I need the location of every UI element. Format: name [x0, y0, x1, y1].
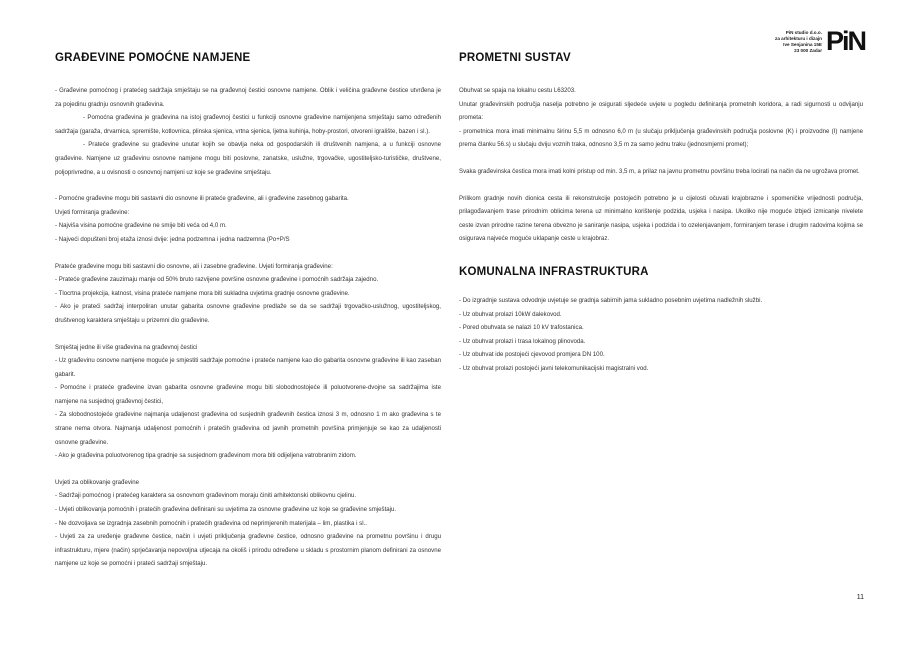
section-title-promet: PROMETNI SUSTAV [459, 52, 571, 64]
list-item: - Uz obuhvat prolazi 10kW dalekovod. [459, 310, 562, 318]
paragraph: - Najviša visina pomoćne građevine ne smije biti veća od 4,0 m. [55, 222, 227, 230]
paragraph: Obuhvat se spaja na lokalnu cestu L63203. [459, 87, 576, 94]
paragraph: - Građevine pomoćnog i pratećeg sadržaja smještaju se na građevnoj čestici osnovne namjene. Oblik i veličina građevne čestice utvrđena je za pojedinu gradnju osnovnih građevina. [55, 87, 441, 108]
paragraph: - Ako je prateći sadržaj interpoliran unutar gabarita osnovne građevine predlaže se da se sadržaji trgovačko-uslužnog, ugostiteljskog, društvenog karaktera smještaju u prizemni dio građevine. [55, 303, 441, 324]
paragraph: Unutar građevinskih područja naselja potrebno je osigurati sljedeće uvjete u pogledu definiranja prometnih koridora, a radi sigurnosti u odvijanju prometa: [459, 100, 863, 122]
pin-logo-mark: PiN [825, 26, 865, 56]
company-line: 23 000 Zadar [794, 48, 822, 53]
company-line: Ive Senjanina 15E [783, 42, 822, 47]
paragraph: Smještaj jedne ili više građevina na građevnoj čestici [55, 343, 198, 351]
paragraph: - Pomoćne građevine mogu biti sastavni dio osnovne ili prateće građevine, ali i građevine zasebnog gabarita. [55, 195, 349, 203]
list-item: - Do izgradnje sustava odvodnje uvjetuje se gradnja sabirnih jama sukladno posebnim uvjetima nadležnih službi. [459, 296, 763, 304]
company-line: za arhitekturu i dizajn [775, 36, 822, 41]
company-logo [775, 26, 865, 56]
paragraph: - Ako je građevina poluotvorenog tipa gradnje sa susjednom građevinom mora biti odijeljena vatrobranim zidom. [55, 452, 357, 460]
list-item: - Pored obuhvata se nalazi 10 kV trafostanica. [459, 324, 584, 332]
page-number: 11 [856, 594, 864, 601]
paragraph: - Pomoćna građevina je građevina na istoj građevnoj čestici u funkciji osnovne građevine namijenjena smještaju samo određenih sadržaja (garaža, drvarnica, spremište, kotlovnica, plinska sjenica, vrtna sjenica, ljetna kuhinja, hoby-prostori, otvoreni igralište, bazen i sl.). [55, 114, 441, 135]
paragraph: - Prateće građevine su građevine unutar kojih se obavlja neka od gospodarskih ili društvenih namjena, a u funkciji osnovne građevine. Namjene uz građevinu osnovne namjene mogu biti poslovne, zanatske, uslužne, trgovačke, ugostiteljsko-turističke, društvene, poljoprivredne, a u ovisnosti o osnovnoj namjeni uz koje se građevine smještaju. [55, 141, 441, 176]
paragraph: Prilikom gradnje novih dionica cesta ili rekonstrukcije postojećih potrebno je u cijelosti očuvati krajobrazne i spomeničke vrijednosti područja, prilagođavanjem trase prirodnim oblicima terena uz minimalno korištenje podzida, usjeka i nasipa. Ukoliko nije moguće izbjeći izmicanje nivelete ceste izvan prirodne razine terena obvezno je saniranje nasipa, usjeka i podzida i to ozelenjavanjem, formiranjem terase i drugim radovima kojima se osigurava najveće moguće uklapanje ceste u krajobraz. [459, 194, 863, 243]
paragraph: - prometnica mora imati minimalnu širinu 5,5 m odnosno 6,0 m (u slučaju priključenja građevinskih područja poslovne (K) i proizvodne (I) namjene prema članku 56.s) u slučaju dviju voznih traka, odnosno 3,5 m za samo jednu traku (jednosmjerni promet); [459, 127, 863, 149]
list-item: - Uz obuhvat prolazi postojeći javni telekomunikacijski magistralni vod. [459, 364, 649, 372]
right-column [459, 52, 863, 376]
paragraph: Uvjeti formiranja građevine: [55, 208, 130, 216]
list-item: - Uz obuhvat prolazi i trasa lokalnog plinovoda. [459, 337, 586, 345]
left-column [55, 52, 441, 571]
paragraph: Svaka građevinska čestica mora imati kolni pristup od min. 3,5 m, a prilaz na javnu prometnu površinu treba locirati na način da ne ugrožava promet. [459, 167, 860, 175]
paragraph: - Najveći dopušteni broj etaža iznosi dvije: jedna podzemna i jedna nadzemna (Po+P/S [55, 235, 290, 243]
paragraph: - Za slobodnostojeće građevine najmanja udaljenost građevina od susjednih građevnih čestica iznosi 3 m, odnosno 1 m ako građevina s te strane nema otvora. Najmanja udaljenost pomoćnih i pratećih građevina od javnih prometnih površina primjenjuje se kao za udaljenosti osnovne građevine. [55, 411, 441, 446]
company-address [775, 30, 822, 54]
list-item: - Uz obuhvat ide postojeći cjevovod promjera DN 100. [459, 351, 605, 359]
paragraph: Prateće građevine mogu biti sastavni dio osnovne, ali i zasebne građevine. Uvjeti formiranja građevine: [55, 262, 333, 270]
paragraph: - Uz građevinu osnovne namjene moguće je smjestiti sadržaje pomoćne i prateće namjene kao dio gabarita osnovne građevine ili kao zaseban gabarit. [55, 357, 441, 378]
paragraph: - Sadržaji pomoćnog i pratećeg karaktera sa osnovnom građevinom moraju činiti arhitektonski oblikovnu cjelinu. [55, 492, 357, 500]
paragraph: - Pomoćne i prateće građevine izvan gabarita osnovne građevine mogu biti slobodnostojeće ili poluotvorene-dvojne sa sadržajima iste namjene na susjednoj građevnoj čestici, [55, 384, 441, 405]
paragraph: - Ne dozvoljava se izgradnja zasebnih pomoćnih i pratećih građevina od neprimjerenih materijala – lim, plastika i sl.. [55, 519, 367, 527]
paragraph: - Uvjeti oblikovanja pomoćnih i pratećih građevina definirani su uvjetima za osnovne građevine uz koje se građevine smještaju. [55, 506, 397, 514]
section-title-komunalna: KOMUNALNA INFRASTRUKTURA [459, 265, 649, 278]
paragraph: - Tlocrtna projekcija, katnost, visina prateće namjene mora biti sukladna uvjetima gradnje osnovne građevine. [55, 289, 350, 297]
paragraph: - Uvjeti za za uređenje građevne čestice, način i uvjeti priključenja građevne čestice, odnosno građevine na prometnu površinu i drugu infrastrukturu, mjere (način) sprječavanja nepovoljna utjecaja na okoliš i prirodu određene u skladu s prostornim planom definirani za osnovne namjene uz koje se pomoćni i prateći sadržaji smještaju. [55, 533, 441, 568]
paragraph: - Prateće građevine zauzimaju manje od 50% bruto razvijene površine osnovne građevine i pomoćnih sadržaja zajedno. [55, 276, 379, 284]
section-title-pomocne: GRAĐEVINE POMOĆNE NAMJENE [55, 52, 251, 64]
company-line: PiN studio d.o.o. [785, 30, 822, 35]
paragraph: Uvjeti za oblikovanje građevine [55, 478, 140, 486]
